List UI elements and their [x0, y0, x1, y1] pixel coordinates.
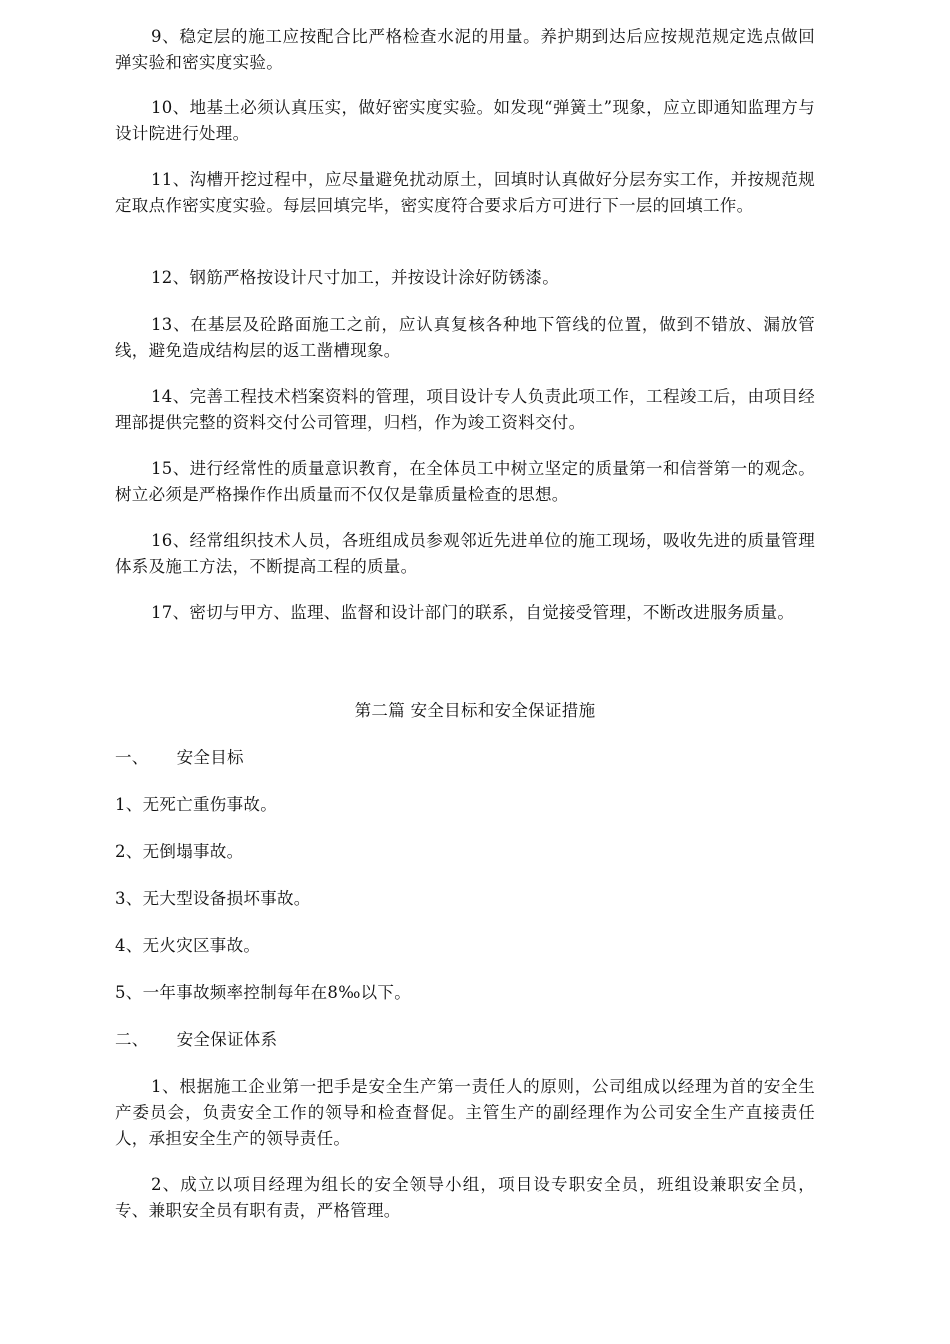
safety-goal-2: 2、无倒塌事故。	[115, 842, 244, 861]
quality-item-9: 9、稳定层的施工应按配合比严格检查水泥的用量。养护期到达后应按规范规定选点做回弹实验和密实度实验。	[115, 27, 815, 72]
quality-item-12: 12、钢筋严格按设计尺寸加工，并按设计涂好防锈漆。	[151, 268, 559, 287]
section1-number: 一、	[115, 748, 149, 767]
safety-system-item-2: 2、成立以项目经理为组长的安全领导小组，项目设专职安全员，班组设兼职安全员，专、兼职安全员有职有责，严格管理。	[115, 1175, 815, 1220]
quality-item-15: 15、进行经常性的质量意识教育，在全体员工中树立坚定的质量第一和信誉第一的观念。树立必须是严格操作作出质量而不仅仅是靠质量检查的思想。	[115, 459, 815, 504]
part2-title: 第二篇 安全目标和安全保证措施	[354, 701, 596, 720]
safety-system-item-1: 1、根据施工企业第一把手是安全生产第一责任人的原则，公司组成以经理为首的安全生产委员会，负责安全工作的领导和检查督促。主管生产的副经理作为公司安全生产直接责任人，承担安全生产的领导责任。	[115, 1077, 815, 1148]
section2-number: 二、	[115, 1030, 149, 1049]
safety-goal-3: 3、无大型设备损坏事故。	[115, 889, 311, 908]
quality-item-13: 13、在基层及砼路面施工之前，应认真复核各种地下管线的位置，做到不错放、漏放管线，避免造成结构层的返工凿槽现象。	[115, 315, 815, 360]
safety-goal-5: 5、一年事故频率控制每年在8‰以下。	[115, 983, 412, 1002]
quality-item-10: 10、地基土必须认真压实，做好密实度实验。如发现“弹簧土”现象，应立即通知监理方与设计院进行处理。	[115, 98, 815, 143]
section2-title: 安全保证体系	[176, 1030, 278, 1049]
quality-item-14: 14、完善工程技术档案资料的管理，项目设计专人负责此项工作，工程竣工后，由项目经理部提供完整的资料交付公司管理，归档，作为竣工资料交付。	[115, 387, 815, 432]
section2-heading	[115, 1027, 815, 1053]
quality-item-17: 17、密切与甲方、监理、监督和设计部门的联系，自觉接受管理，不断改进服务质量。	[151, 603, 795, 622]
quality-item-16: 16、经常组织技术人员，各班组成员参观邻近先进单位的施工现场，吸收先进的质量管理体系及施工方法，不断提高工程的质量。	[115, 531, 815, 576]
safety-goal-4: 4、无火灾区事故。	[115, 936, 261, 955]
section1-title: 安全目标	[176, 748, 244, 767]
section1-heading	[115, 745, 815, 771]
quality-item-11: 11、沟槽开挖过程中，应尽量避免扰动原土，回填时认真做好分层夯实工作，并按规范规定取点作密实度实验。每层回填完毕，密实度符合要求后方可进行下一层的回填工作。	[115, 170, 815, 215]
safety-goal-1: 1、无死亡重伤事故。	[115, 795, 277, 814]
